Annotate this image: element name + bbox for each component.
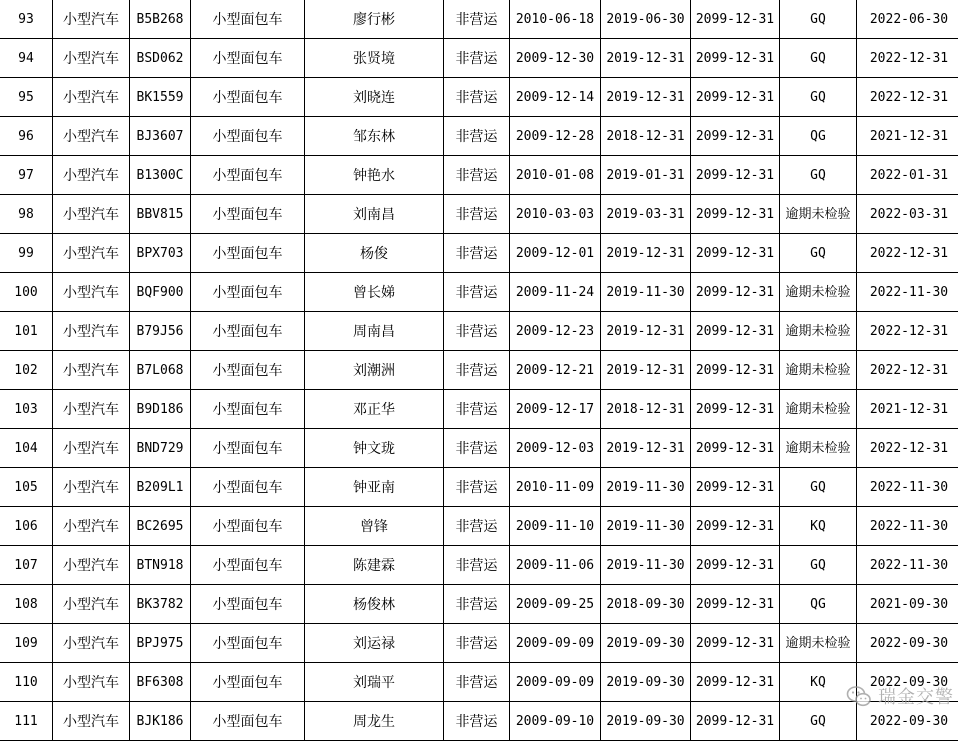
row-number: 100 [0,273,53,312]
status-cell: GQ [780,156,857,195]
row-number: 98 [0,195,53,234]
vehicle-type-cell: 小型汽车 [53,117,130,156]
table-row [0,624,958,663]
status-cell: KQ [780,663,857,702]
plate-number-cell: BTN918 [130,546,191,585]
watermark-text: 瑞金交警 [878,687,954,708]
registration-date-cell: 2009-12-28 [510,117,601,156]
vehicle-model-cell: 小型面包车 [191,429,305,468]
scrap-date-cell: 2099-12-31 [691,507,780,546]
plate-number-cell: BK1559 [130,78,191,117]
vehicle-model-cell: 小型面包车 [191,117,305,156]
scrap-date-cell: 2099-12-31 [691,702,780,741]
vehicle-type-cell: 小型汽车 [53,39,130,78]
scrap-date-cell: 2099-12-31 [691,0,780,39]
owner-name-cell: 陈建霖 [305,546,444,585]
owner-name-cell: 刘瑞平 [305,663,444,702]
status-cell: GQ [780,78,857,117]
scrap-date-cell: 2099-12-31 [691,234,780,273]
inspection-date-cell: 2019-12-31 [601,429,691,468]
inspection-date-cell: 2019-01-31 [601,156,691,195]
scrap-date-cell: 2099-12-31 [691,195,780,234]
registration-date-cell: 2009-12-23 [510,312,601,351]
scrap-date-cell: 2099-12-31 [691,546,780,585]
plate-number-cell: BF6308 [130,663,191,702]
usage-type-cell: 非营运 [444,429,510,468]
deadline-date-cell: 2022-12-31 [857,312,958,351]
owner-name-cell: 钟亚南 [305,468,444,507]
deadline-date-cell: 2022-12-31 [857,351,958,390]
vehicle-type-cell: 小型汽车 [53,429,130,468]
owner-name-cell: 杨俊 [305,234,444,273]
inspection-date-cell: 2019-12-31 [601,39,691,78]
deadline-date-cell: 2022-11-30 [857,273,958,312]
table-row [0,507,958,546]
deadline-date-cell: 2021-12-31 [857,390,958,429]
registration-date-cell: 2009-12-01 [510,234,601,273]
status-cell: GQ [780,234,857,273]
table-row [0,273,958,312]
vehicle-model-cell: 小型面包车 [191,39,305,78]
plate-number-cell: BC2695 [130,507,191,546]
usage-type-cell: 非营运 [444,117,510,156]
inspection-date-cell: 2019-09-30 [601,624,691,663]
vehicle-type-cell: 小型汽车 [53,468,130,507]
vehicle-model-cell: 小型面包车 [191,195,305,234]
inspection-date-cell: 2019-12-31 [601,234,691,273]
row-number: 107 [0,546,53,585]
vehicle-type-cell: 小型汽车 [53,507,130,546]
status-cell: 逾期未检验 [780,390,857,429]
plate-number-cell: BK3782 [130,585,191,624]
plate-number-cell: B9D186 [130,390,191,429]
table-row [0,468,958,507]
usage-type-cell: 非营运 [444,390,510,429]
usage-type-cell: 非营运 [444,195,510,234]
scrap-date-cell: 2099-12-31 [691,585,780,624]
usage-type-cell: 非营运 [444,234,510,273]
scrap-date-cell: 2099-12-31 [691,273,780,312]
inspection-date-cell: 2019-11-30 [601,468,691,507]
inspection-date-cell: 2019-06-30 [601,0,691,39]
deadline-date-cell: 2022-06-30 [857,0,958,39]
vehicle-type-cell: 小型汽车 [53,0,130,39]
vehicle-model-cell: 小型面包车 [191,0,305,39]
deadline-date-cell: 2022-03-31 [857,195,958,234]
status-cell: KQ [780,507,857,546]
table-row [0,702,958,741]
registration-date-cell: 2010-01-08 [510,156,601,195]
vehicle-type-cell: 小型汽车 [53,546,130,585]
status-cell: 逾期未检验 [780,195,857,234]
registration-date-cell: 2009-12-30 [510,39,601,78]
plate-number-cell: B7L068 [130,351,191,390]
registration-date-cell: 2009-12-14 [510,78,601,117]
row-number: 103 [0,390,53,429]
plate-number-cell: B5B268 [130,0,191,39]
scrap-date-cell: 2099-12-31 [691,78,780,117]
vehicle-model-cell: 小型面包车 [191,624,305,663]
scrap-date-cell: 2099-12-31 [691,39,780,78]
usage-type-cell: 非营运 [444,702,510,741]
usage-type-cell: 非营运 [444,507,510,546]
inspection-date-cell: 2018-09-30 [601,585,691,624]
scrap-date-cell: 2099-12-31 [691,429,780,468]
usage-type-cell: 非营运 [444,273,510,312]
status-cell: 逾期未检验 [780,429,857,468]
status-cell: QG [780,585,857,624]
owner-name-cell: 邹东林 [305,117,444,156]
owner-name-cell: 刘潮洲 [305,351,444,390]
plate-number-cell: BPX703 [130,234,191,273]
plate-number-cell: B1300C [130,156,191,195]
row-number: 106 [0,507,53,546]
vehicle-model-cell: 小型面包车 [191,156,305,195]
scrap-date-cell: 2099-12-31 [691,351,780,390]
vehicle-model-cell: 小型面包车 [191,546,305,585]
plate-number-cell: BPJ975 [130,624,191,663]
owner-name-cell: 刘南昌 [305,195,444,234]
row-number: 101 [0,312,53,351]
owner-name-cell: 钟文珑 [305,429,444,468]
status-cell: QG [780,117,857,156]
vehicle-model-cell: 小型面包车 [191,702,305,741]
usage-type-cell: 非营运 [444,0,510,39]
registration-date-cell: 2009-09-25 [510,585,601,624]
usage-type-cell: 非营运 [444,663,510,702]
table-row [0,390,958,429]
deadline-date-cell: 2022-09-30 [857,702,958,741]
scrap-date-cell: 2099-12-31 [691,117,780,156]
row-number: 111 [0,702,53,741]
row-number: 110 [0,663,53,702]
vehicle-type-cell: 小型汽车 [53,312,130,351]
vehicle-type-cell: 小型汽车 [53,624,130,663]
usage-type-cell: 非营运 [444,546,510,585]
inspection-date-cell: 2018-12-31 [601,390,691,429]
vehicle-model-cell: 小型面包车 [191,507,305,546]
row-number: 109 [0,624,53,663]
scrap-date-cell: 2099-12-31 [691,156,780,195]
owner-name-cell: 刘晓连 [305,78,444,117]
row-number: 95 [0,78,53,117]
vehicle-model-cell: 小型面包车 [191,585,305,624]
plate-number-cell: BND729 [130,429,191,468]
usage-type-cell: 非营运 [444,78,510,117]
inspection-date-cell: 2019-09-30 [601,702,691,741]
registration-date-cell: 2009-11-06 [510,546,601,585]
vehicle-type-cell: 小型汽车 [53,390,130,429]
row-number: 97 [0,156,53,195]
owner-name-cell: 邓正华 [305,390,444,429]
inspection-date-cell: 2019-03-31 [601,195,691,234]
inspection-date-cell: 2018-12-31 [601,117,691,156]
deadline-date-cell: 2022-09-30 [857,663,958,702]
registration-date-cell: 2009-09-10 [510,702,601,741]
deadline-date-cell: 2021-12-31 [857,117,958,156]
vehicle-type-cell: 小型汽车 [53,663,130,702]
status-cell: GQ [780,702,857,741]
vehicle-model-cell: 小型面包车 [191,468,305,507]
vehicle-type-cell: 小型汽车 [53,78,130,117]
registration-date-cell: 2009-12-03 [510,429,601,468]
owner-name-cell: 张贤境 [305,39,444,78]
usage-type-cell: 非营运 [444,39,510,78]
status-cell: 逾期未检验 [780,351,857,390]
scrap-date-cell: 2099-12-31 [691,390,780,429]
owner-name-cell: 廖行彬 [305,0,444,39]
deadline-date-cell: 2022-11-30 [857,546,958,585]
inspection-date-cell: 2019-12-31 [601,78,691,117]
table-row [0,429,958,468]
usage-type-cell: 非营运 [444,468,510,507]
row-number: 93 [0,0,53,39]
row-number: 104 [0,429,53,468]
registration-date-cell: 2009-12-17 [510,390,601,429]
row-number: 94 [0,39,53,78]
inspection-date-cell: 2019-12-31 [601,312,691,351]
deadline-date-cell: 2022-11-30 [857,468,958,507]
row-number: 102 [0,351,53,390]
deadline-date-cell: 2022-11-30 [857,507,958,546]
status-cell: GQ [780,39,857,78]
vehicle-model-cell: 小型面包车 [191,312,305,351]
deadline-date-cell: 2021-09-30 [857,585,958,624]
vehicle-type-cell: 小型汽车 [53,585,130,624]
table-row [0,78,958,117]
deadline-date-cell: 2022-12-31 [857,78,958,117]
plate-number-cell: B79J56 [130,312,191,351]
usage-type-cell: 非营运 [444,312,510,351]
status-cell: GQ [780,0,857,39]
row-number: 105 [0,468,53,507]
vehicle-type-cell: 小型汽车 [53,702,130,741]
vehicle-type-cell: 小型汽车 [53,156,130,195]
deadline-date-cell: 2022-12-31 [857,429,958,468]
vehicle-type-cell: 小型汽车 [53,351,130,390]
vehicle-model-cell: 小型面包车 [191,234,305,273]
inspection-date-cell: 2019-11-30 [601,507,691,546]
scrap-date-cell: 2099-12-31 [691,624,780,663]
row-number: 99 [0,234,53,273]
usage-type-cell: 非营运 [444,585,510,624]
deadline-date-cell: 2022-09-30 [857,624,958,663]
inspection-date-cell: 2019-11-30 [601,273,691,312]
plate-number-cell: BJ3607 [130,117,191,156]
registration-date-cell: 2010-11-09 [510,468,601,507]
deadline-date-cell: 2022-12-31 [857,234,958,273]
vehicle-type-cell: 小型汽车 [53,195,130,234]
owner-name-cell: 刘运禄 [305,624,444,663]
plate-number-cell: BSD062 [130,39,191,78]
status-cell: GQ [780,546,857,585]
registration-date-cell: 2010-03-03 [510,195,601,234]
table-row [0,312,958,351]
owner-name-cell: 曾锋 [305,507,444,546]
status-cell: GQ [780,468,857,507]
registration-date-cell: 2009-12-21 [510,351,601,390]
vehicle-model-cell: 小型面包车 [191,663,305,702]
status-cell: 逾期未检验 [780,624,857,663]
inspection-date-cell: 2019-09-30 [601,663,691,702]
inspection-date-cell: 2019-11-30 [601,546,691,585]
vehicle-type-cell: 小型汽车 [53,234,130,273]
status-cell: 逾期未检验 [780,273,857,312]
registration-date-cell: 2009-11-24 [510,273,601,312]
plate-number-cell: BBV815 [130,195,191,234]
table-row [0,585,958,624]
table-row [0,117,958,156]
owner-name-cell: 周龙生 [305,702,444,741]
deadline-date-cell: 2022-12-31 [857,39,958,78]
scrap-date-cell: 2099-12-31 [691,468,780,507]
usage-type-cell: 非营运 [444,156,510,195]
table-row [0,39,958,78]
vehicle-type-cell: 小型汽车 [53,273,130,312]
scrap-date-cell: 2099-12-31 [691,312,780,351]
usage-type-cell: 非营运 [444,351,510,390]
row-number: 108 [0,585,53,624]
registration-date-cell: 2009-11-10 [510,507,601,546]
table-row [0,0,958,39]
plate-number-cell: B209L1 [130,468,191,507]
table-row [0,351,958,390]
row-number: 96 [0,117,53,156]
table-row [0,156,958,195]
registration-date-cell: 2010-06-18 [510,0,601,39]
table-row [0,195,958,234]
owner-name-cell: 钟艳水 [305,156,444,195]
table-row [0,234,958,273]
plate-number-cell: BQF900 [130,273,191,312]
usage-type-cell: 非营运 [444,624,510,663]
table-row [0,546,958,585]
owner-name-cell: 周南昌 [305,312,444,351]
deadline-date-cell: 2022-01-31 [857,156,958,195]
owner-name-cell: 杨俊林 [305,585,444,624]
inspection-date-cell: 2019-12-31 [601,351,691,390]
scrap-date-cell: 2099-12-31 [691,663,780,702]
table-row [0,663,958,702]
vehicle-model-cell: 小型面包车 [191,78,305,117]
status-cell: 逾期未检验 [780,312,857,351]
registration-date-cell: 2009-09-09 [510,663,601,702]
owner-name-cell: 曾长娣 [305,273,444,312]
registration-date-cell: 2009-09-09 [510,624,601,663]
vehicle-model-cell: 小型面包车 [191,390,305,429]
plate-number-cell: BJK186 [130,702,191,741]
vehicle-model-cell: 小型面包车 [191,351,305,390]
vehicle-model-cell: 小型面包车 [191,273,305,312]
